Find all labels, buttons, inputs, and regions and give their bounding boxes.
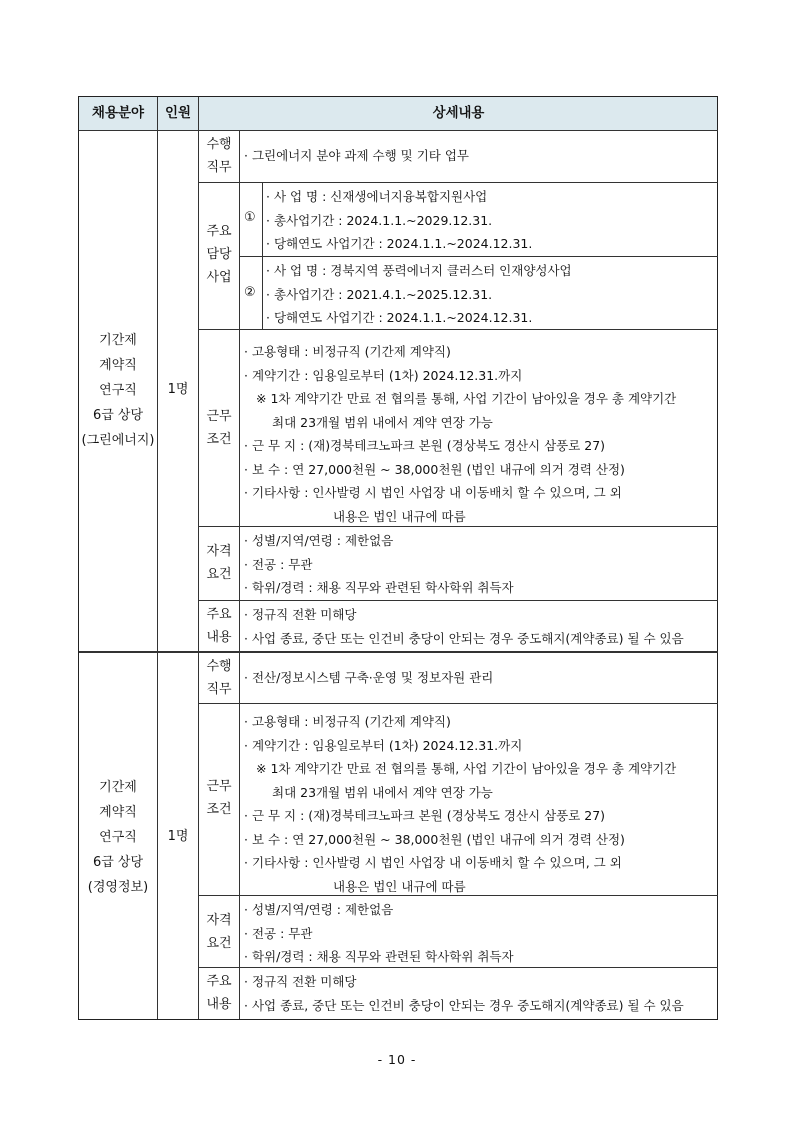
row-label-duty: 수행 직무 — [206, 659, 232, 697]
project-2-details: · 사 업 명 : 경북지역 풍력에너지 클러스터 인재양성사업 · 총사업기간 : 2021.4.1.~2025.12.31. · 당해연도 사업기간 : 2024.1.1.~2024.12.31. — [266, 263, 572, 325]
duty-text: · 그린에너지 분야 과제 수행 및 기타 업무 — [244, 148, 469, 163]
work-conditions: · 고용형태 : 비정규직 (기간제 계약직) · 계약기간 : 임용일로부터 (1차) 2024.12.31.까지 ※ 1차 계약기간 만료 전 협의를 통해, 사업 기간이 남아있을 경우 총 계약기간 최대 23개월 범위 내에서 계약 연장 가능 · 근 무 지 : (재)경북테크노파크 본원 (경상북도 경산시 삼풍로 27) · 보 수 : 연 27,000천원 ~ 38,000천원 (법인 내규에 의거 경력 산정) · 기타사항 : 인사발령 시 법인 사업장 내 이동배치 할 수 있으며, 그 외 내용은 법인 내규에 따름 — [244, 344, 677, 524]
project-number: ① — [244, 210, 256, 225]
row-label-work: 근무 조건 — [206, 409, 232, 447]
header-detail: 상세내용 — [432, 106, 485, 121]
row-label-main: 주요 내용 — [206, 974, 232, 1012]
header-category: 채용분야 — [91, 105, 145, 121]
qualifications: · 성별/지역/연령 : 제한없음 · 전공 : 무관 · 학위/경력 : 채용 직무와 관련된 학사학위 취득자 — [244, 902, 514, 964]
header-divider — [79, 130, 718, 131]
work-conditions: · 고용형태 : 비정규직 (기간제 계약직) · 계약기간 : 임용일로부터 (1차) 2024.12.31.까지 ※ 1차 계약기간 만료 전 협의를 통해, 사업 기간이 남아있을 경우 총 계약기간 최대 23개월 범위 내에서 계약 연장 가능 · 근 무 지 : (재)경북테크노파크 본원 (경상북도 경산시 삼풍로 27) · 보 수 : 연 27,000천원 ~ 38,000천원 (법인 내규에 의거 경력 산정) · 기타사항 : 인사발령 시 법인 사업장 내 이동배치 할 수 있으며, 그 외 내용은 법인 내규에 따름 — [244, 714, 677, 894]
project-divider — [239, 256, 718, 257]
main-notes: · 정규직 전환 미해당 · 사업 종료, 중단 또는 인건비 충당이 안되는 경우 중도해지(계약종료) 될 수 있음 — [244, 974, 684, 1013]
row-label-qualifications: 자격 요건 — [206, 544, 232, 582]
project-number: ② — [244, 285, 256, 300]
section-divider — [79, 651, 718, 653]
row-label-projects: 주요 담당 사업 — [206, 224, 232, 285]
project-1-details: · 사 업 명 : 신재생에너지융복합지원사업 · 총사업기간 : 2024.1.1.~2029.12.31. · 당해연도 사업기간 : 2024.1.1.~2024.12.31. — [266, 189, 533, 251]
qualifications: · 성별/지역/연령 : 제한없음 · 전공 : 무관 · 학위/경력 : 채용 직무와 관련된 학사학위 취득자 — [244, 533, 514, 595]
header-count: 인원 — [164, 105, 192, 121]
main-notes: · 정규직 전환 미해당 · 사업 종료, 중단 또는 인건비 충당이 안되는 경우 중도해지(계약종료) 될 수 있음 — [244, 607, 684, 646]
row-label-qualifications: 자격 요건 — [206, 913, 232, 951]
row-label-main: 주요 내용 — [206, 607, 232, 645]
category-cell: 기간제 계약직 연구직 6급 상당 (그린에너지) — [81, 333, 155, 448]
headcount: 1명 — [167, 382, 189, 397]
row-divider — [198, 182, 718, 183]
column-divider-3 — [239, 130, 240, 1019]
headcount: 1명 — [167, 829, 189, 844]
page-number: - 10 - — [377, 1052, 417, 1067]
row-label-duty: 수행 직무 — [206, 137, 232, 175]
row-divider — [198, 703, 718, 704]
row-label-work: 근무 조건 — [206, 779, 232, 817]
row-divider — [198, 600, 718, 601]
category-cell: 기간제 계약직 연구직 6급 상당 (경영정보) — [87, 780, 149, 895]
duty-text: · 전산/정보시스템 구축·운영 및 정보자원 관리 — [244, 670, 494, 685]
